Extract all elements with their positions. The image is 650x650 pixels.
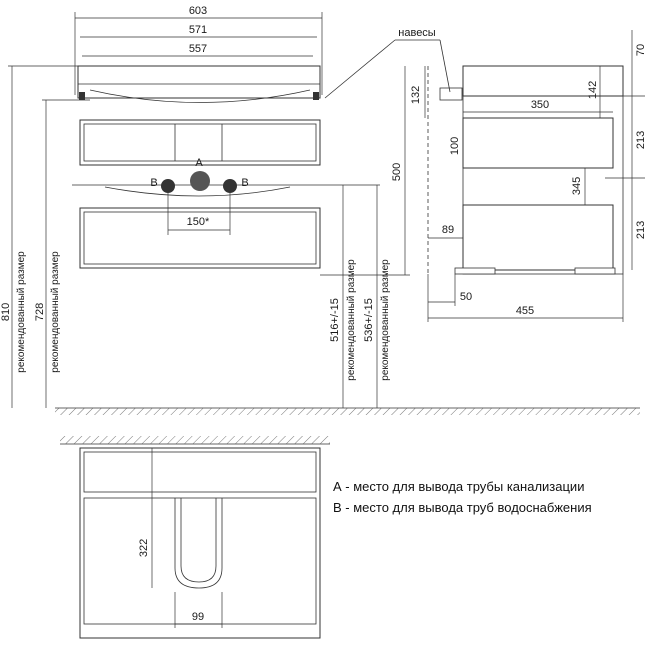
rec-size-label-1: рекомендованный размер — [16, 251, 27, 373]
dim-70: 70 — [635, 43, 647, 57]
hinge-left — [79, 92, 85, 100]
dim-500: 500 — [391, 162, 403, 182]
rec-size-label-4: рекомендованный размер — [380, 259, 391, 381]
dim-350: 350 — [530, 99, 550, 111]
hinge-right — [313, 92, 319, 100]
bottom-view — [60, 436, 330, 638]
dim-455: 455 — [515, 305, 535, 317]
legend-a: А - место для вывода трубы канализации — [333, 479, 585, 494]
siphon-cutout-plan — [175, 498, 222, 588]
side-view — [325, 27, 647, 322]
point-b-water-left — [161, 179, 175, 193]
side-cabinet — [463, 96, 623, 274]
dim-536: 536+/-15 — [363, 298, 375, 342]
rec-size-label-3: рекомендованный размер — [346, 259, 357, 381]
front-view — [0, 5, 410, 408]
dim-213-lower: 213 — [635, 220, 647, 240]
floor-hatch — [55, 408, 640, 415]
legend-b: В - место для вывода труб водоснабжения — [333, 500, 592, 515]
hinges-label: навесы — [398, 27, 436, 39]
hinge-block — [440, 88, 462, 100]
dim-345: 345 — [571, 176, 583, 196]
dim-99: 99 — [191, 611, 205, 623]
cabinet-plan — [80, 448, 320, 638]
point-b-water-right — [223, 179, 237, 193]
point-a-sewer — [190, 171, 210, 191]
rec-size-label-2: рекомендованный размер — [50, 251, 61, 373]
label-b-left: B — [150, 177, 158, 189]
dim-89: 89 — [441, 224, 455, 236]
dim-213-upper: 213 — [635, 130, 647, 150]
dim-150: 150* — [186, 216, 210, 228]
dim-571: 571 — [188, 24, 208, 36]
label-b-right: B — [241, 177, 249, 189]
dim-142: 142 — [587, 80, 599, 100]
dim-603: 603 — [188, 5, 208, 17]
dim-810: 810 — [0, 302, 12, 322]
label-a: A — [195, 157, 203, 169]
dim-557: 557 — [188, 43, 208, 55]
side-upper-drawer — [463, 118, 613, 168]
basin-top — [78, 66, 320, 98]
dim-132: 132 — [410, 85, 422, 105]
dim-516: 516+/-15 — [329, 298, 341, 342]
dim-50: 50 — [459, 291, 473, 303]
side-basin — [463, 66, 623, 96]
side-lower-drawer — [463, 205, 613, 270]
dim-728: 728 — [34, 302, 46, 322]
basin-bowl — [90, 90, 310, 103]
dim-100: 100 — [449, 136, 461, 156]
dim-322: 322 — [138, 538, 150, 558]
wall-hatch — [60, 436, 330, 444]
